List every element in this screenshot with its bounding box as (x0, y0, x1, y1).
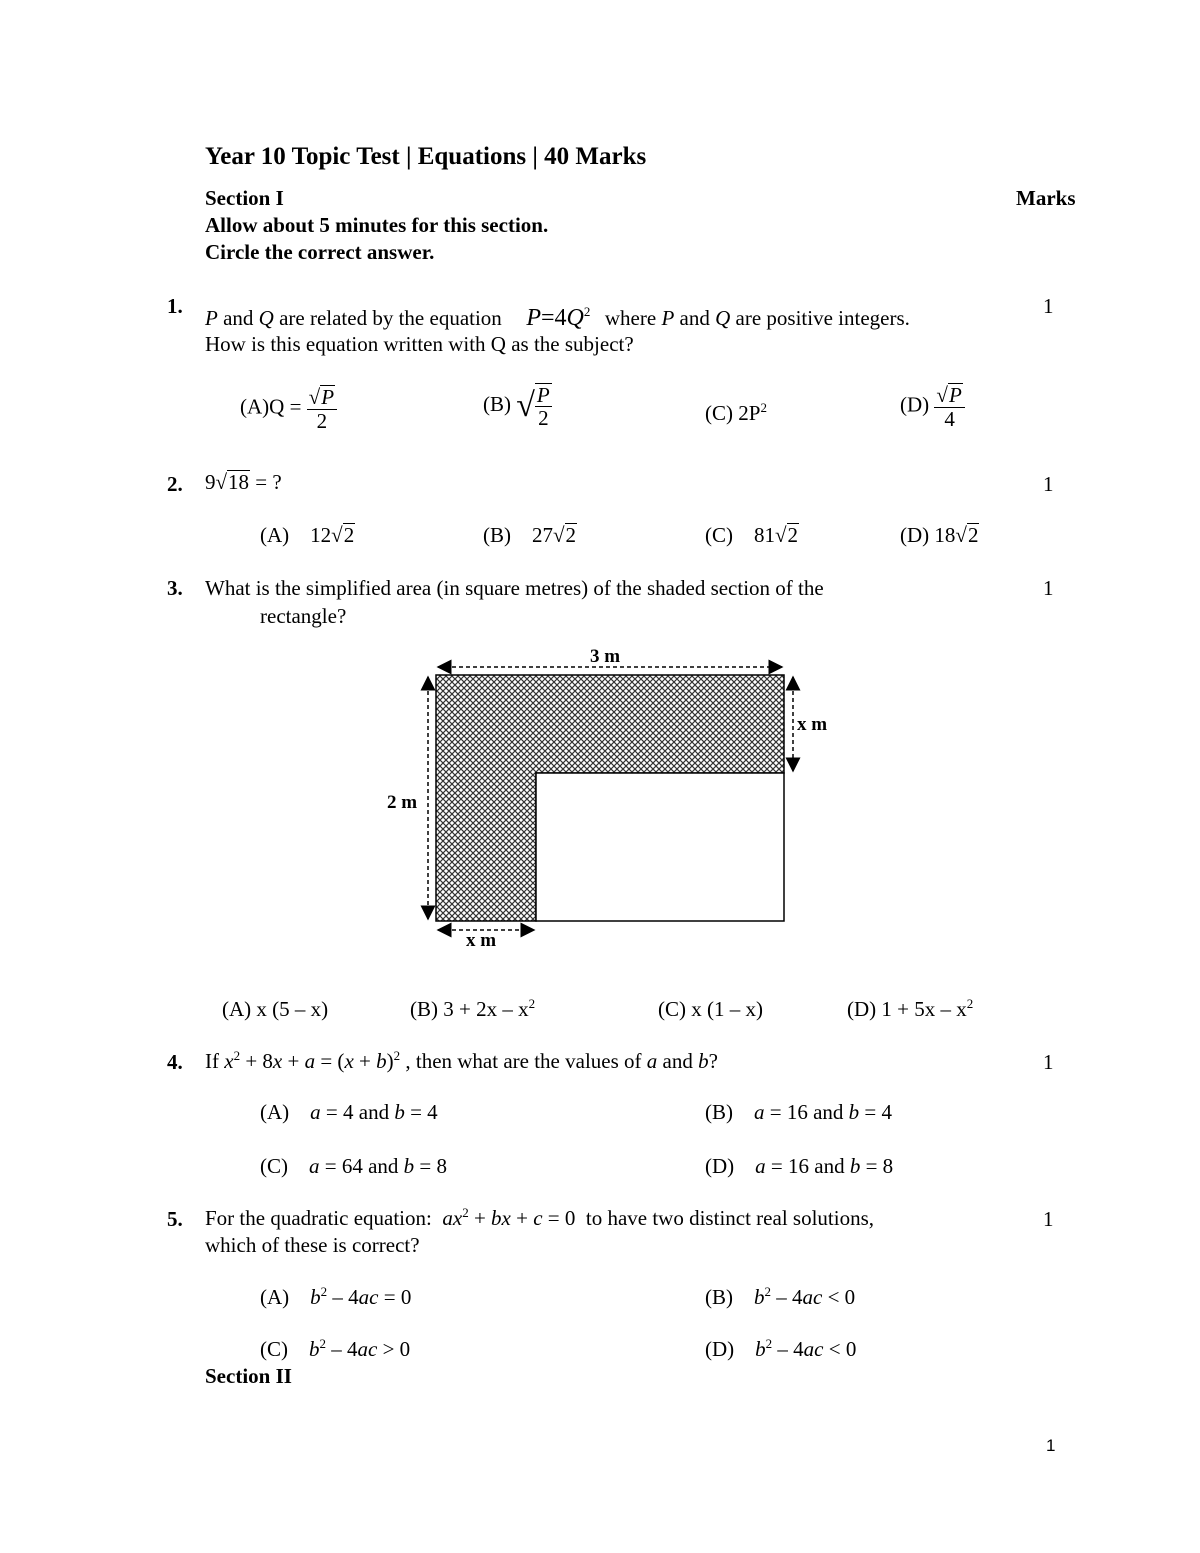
option-d[interactable]: (D) 18√2 (900, 523, 979, 547)
rectangle-diagram (380, 640, 840, 960)
section-heading: Section I (205, 186, 284, 210)
page-title: Year 10 Topic Test | Equations | 40 Marks (205, 143, 647, 170)
unshaded-region (536, 773, 784, 921)
marks-heading: Marks (1016, 186, 1076, 210)
option-b[interactable]: (B) $b^2 - 4ac < 0$ (705, 1284, 856, 1309)
label-top: 3 m (589, 646, 621, 667)
page-number: 1 (1046, 1436, 1056, 1455)
question-text-line2: which of these is correct? (205, 1233, 420, 1257)
question-text: 9√18 = ? (205, 470, 282, 494)
question-text: What is the simplified area (in square metres) of the shaded section of the (205, 576, 824, 600)
option-b[interactable]: (B) 27√2 (483, 523, 577, 547)
question-mark: 1 (1043, 294, 1054, 318)
question-mark: 1 (1043, 576, 1054, 600)
question-number: 4. (167, 1050, 183, 1074)
option-c[interactable]: (C) a = 64 and b = 8 (260, 1154, 448, 1178)
option-a[interactable]: (A) $b^2 - 4ac = 0$ (260, 1284, 412, 1309)
question-text: If $x^2 + 8x + a = (x + b)^2$ , then what are the values of a and b? (205, 1048, 718, 1073)
question-text-line2: rectangle? (260, 604, 347, 628)
option-d[interactable]: (D) $1 + 5x - x^2$ (847, 996, 974, 1021)
option-c[interactable]: (C) 81√2 (705, 523, 799, 547)
question-mark: 1 (1043, 1207, 1054, 1231)
question-number: 2. (167, 472, 183, 496)
label-bottom: x m (466, 930, 497, 951)
option-d[interactable]: (D) $\frac{√P}{4}$ (900, 383, 965, 430)
option-b[interactable]: (B) √ $\frac{P}{2}$ (483, 383, 550, 431)
option-b[interactable]: (B) a = 16 and b = 4 (705, 1100, 893, 1124)
question-mark: 1 (1043, 1050, 1054, 1074)
option-c[interactable]: (C) $2P^2$ (705, 400, 767, 425)
question-number: 3. (167, 576, 183, 600)
option-a[interactable]: (A) a = 4 and b = 4 (260, 1100, 438, 1124)
question-text: For the quadratic equation: $ax^2$ + bx + c = 0 to have two distinct real solutions, (205, 1205, 874, 1230)
question-text-line2: How is this equation written with Q as the subject? (205, 332, 634, 356)
instruction-circle: Circle the correct answer. (205, 240, 435, 264)
option-a[interactable]: (A) x (5 – x) (222, 997, 329, 1021)
option-d[interactable]: (D) $b^2 - 4ac < 0$ (705, 1336, 857, 1361)
question-number: 5. (167, 1207, 183, 1231)
section-heading: Section II (205, 1364, 292, 1388)
question-text: P and Q are related by the equation $P=4Q^2$ where P and Q are positive integers. (205, 304, 910, 331)
option-a[interactable]: (A) 12√2 (260, 523, 355, 547)
label-left: 2 m (387, 792, 418, 813)
option-b[interactable]: (B) $3 + 2x - x^2$ (410, 996, 536, 1021)
option-c[interactable]: (C) $b^2 - 4ac > 0$ (260, 1336, 411, 1361)
question-mark: 1 (1043, 472, 1054, 496)
label-right: x m (797, 714, 828, 735)
instruction-time: Allow about 5 minutes for this section. (205, 213, 549, 237)
option-d[interactable]: (D) a = 16 and b = 8 (705, 1154, 894, 1178)
option-a[interactable]: (A)Q = $\frac{√P}{2}$ (240, 385, 337, 432)
question-number: 1. (167, 294, 183, 318)
option-c[interactable]: (C) x (1 – x) (658, 997, 763, 1021)
